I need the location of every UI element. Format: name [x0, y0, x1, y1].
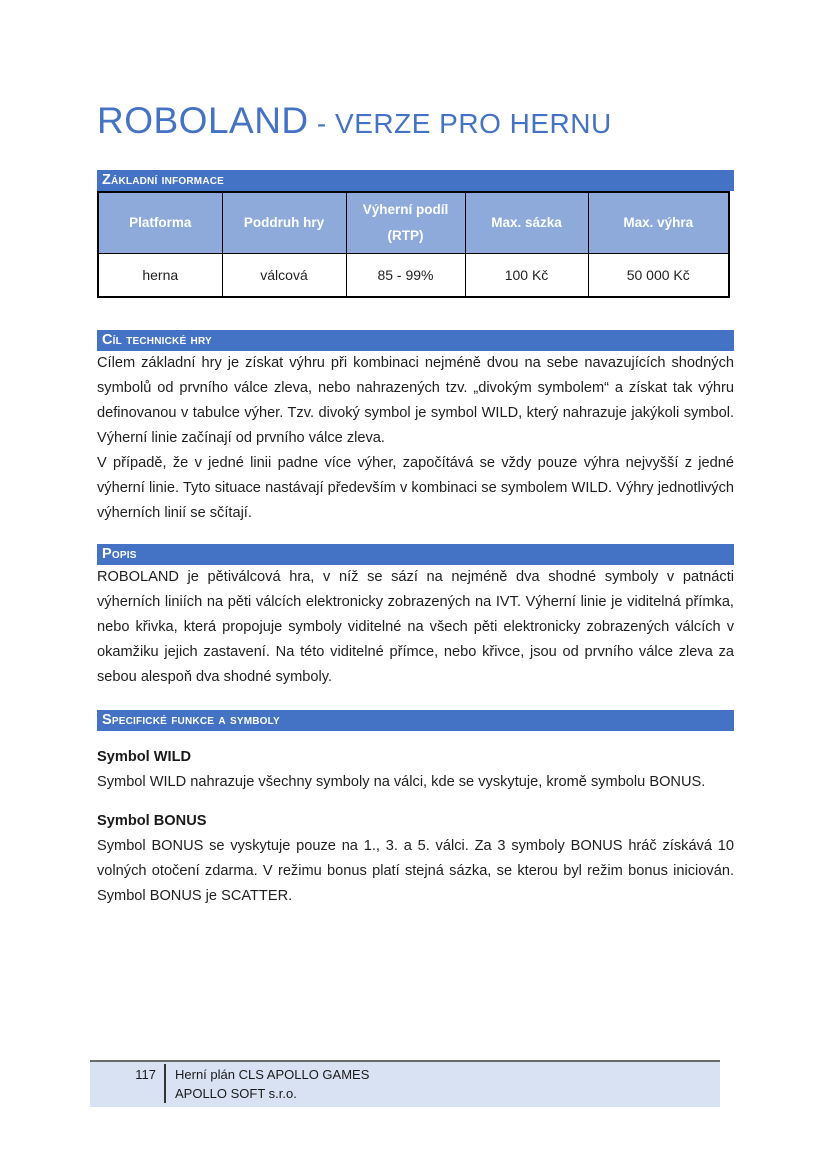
- goal-paragraph-1: Cílem základní hry je získat výhru při kombinaci nejméně dvou na sebe navazujících shodných symbolů od prvního válce zleva, nebo nahrazených tzv. „divokým symbolem“ a získat tak výhru definovanou v tabulce výher. Tzv. divoký symbol je symbol WILD, který nahrazuje jakýkoli symbol. Výherní linie začínají od prvního válce zleva.: [97, 355, 734, 446]
- cell-poddruh-hry: válcová: [222, 254, 346, 298]
- info-table-header-row: [98, 192, 729, 254]
- section-header-basic-info: Základní informace: [97, 170, 734, 191]
- header-max-sazka: Max. sázka: [465, 192, 588, 254]
- header-platforma: Platforma: [98, 192, 222, 254]
- symbol-bonus-paragraph: Symbol BONUS se vyskytuje pouze na 1., 3. a 5. válci. Za 3 symboly BONUS hráč získává 10 volných otočení zdarma. V režimu bonus platí stejná sázka, se kterou byl režim bonus iniciován. Symbol BONUS je SCATTER.: [97, 838, 734, 904]
- page-content: [97, 0, 734, 909]
- footer-text-block: [166, 1064, 369, 1103]
- cell-max-vyhra: 50 000 Kč: [588, 254, 729, 298]
- cell-platforma: herna: [98, 254, 222, 298]
- section-header-goal: Cíl technické hry: [97, 330, 734, 351]
- header-vyherni-podil-rtp: Výherní podíl (RTP): [346, 192, 465, 254]
- footer-doc-title: Herní plán CLS APOLLO GAMES: [175, 1067, 370, 1082]
- info-table: [97, 191, 730, 298]
- symbol-bonus-heading: Symbol BONUS: [97, 813, 207, 829]
- section-header-description: Popis: [97, 544, 734, 565]
- page-footer: [90, 1060, 720, 1107]
- page-title: [97, 100, 734, 145]
- symbol-wild-paragraph: Symbol WILD nahrazuje všechny symboly na válci, kde se vyskytuje, kromě symbolu BONUS.: [97, 774, 706, 790]
- info-table-body: [98, 254, 729, 298]
- symbol-wild-heading: Symbol WILD: [97, 749, 192, 765]
- footer-page-number: 117: [135, 1067, 156, 1082]
- goal-paragraph-2: V případě, že v jedné linii padne více výher, započítává se vždy pouze výhra nejvyšší z jedné výherní linie. Tyto situace nastávají především v kombinaci se symbolem WILD. Výhry jednotlivých výherních linií se sčítají.: [97, 455, 734, 521]
- header-poddruh-hry: Poddruh hry: [222, 192, 346, 254]
- title-subtitle: - VERZE PRO HERNU: [308, 108, 612, 139]
- info-table-head: [98, 192, 729, 254]
- info-table-value-row: [98, 254, 729, 298]
- header-max-vyhra: Max. výhra: [588, 192, 729, 254]
- cell-max-sazka: 100 Kč: [465, 254, 588, 298]
- footer-company: APOLLO SOFT s.r.o.: [175, 1086, 297, 1101]
- section-header-functions: Specifické funkce a symboly: [97, 710, 734, 731]
- description-paragraph: ROBOLAND je pětiválcová hra, v níž se sází na nejméně dva shodné symboly v patnácti výherních liniích na pěti válcích elektronicky zobrazených na IVT. Výherní linie je viditelná přímka, nebo křivka, která propojuje symboly viditelné na všech pěti elektronicky zobrazených válcích v okamžiku jejich zastavení. Na této viditelné přímce, nebo křivce, jsou od prvního válce zleva za sebou alespoň dva shodné symboly.: [97, 569, 734, 685]
- cell-vyherni-podil-rtp: 85 - 99%: [346, 254, 465, 298]
- title-main: ROBOLAND: [97, 100, 309, 141]
